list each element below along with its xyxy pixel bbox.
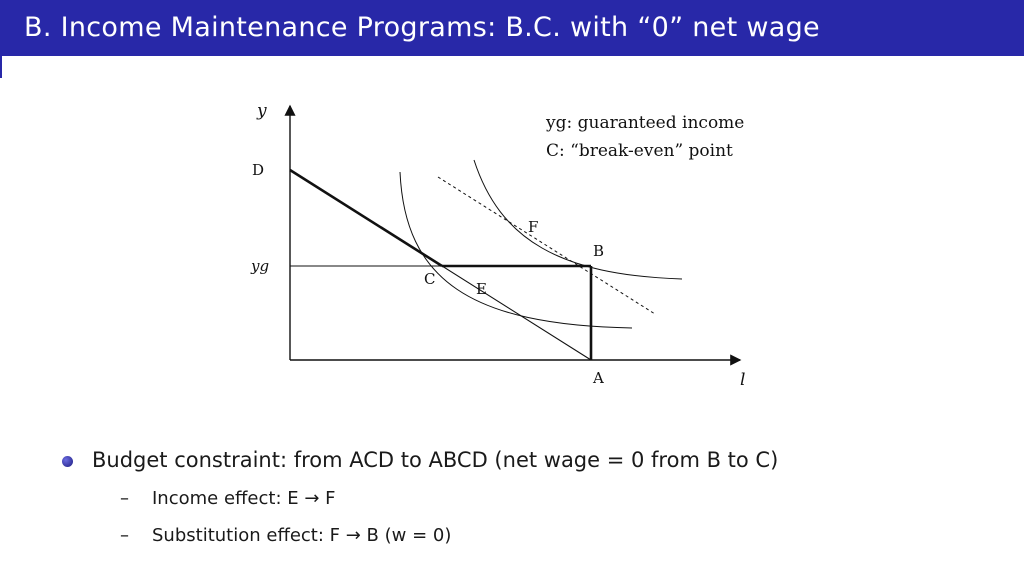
bullet-text: Budget constraint: from ACD to ABCD (net wage = 0 from B to C): [92, 448, 779, 472]
sub-bullet-text: Substitution effect: F → B (w = 0): [152, 525, 452, 546]
point-e-label: E: [476, 280, 487, 298]
slide-title: B. Income Maintenance Programs: B.C. with “0” net wage: [24, 12, 820, 43]
dash-icon: –: [120, 488, 129, 509]
x-axis-label: l: [740, 370, 746, 390]
dashed-tangent-line: [438, 177, 655, 314]
bullet-dot-icon: [62, 456, 73, 467]
legend-guaranteed-income: yg: guaranteed income: [546, 113, 745, 133]
y-axis-label: y: [257, 101, 267, 121]
budget-segment-dc: [290, 170, 442, 266]
point-d-label: D: [252, 161, 265, 179]
point-f-label: F: [528, 218, 539, 236]
point-a-label: A: [593, 369, 604, 387]
legend-break-even: C: “break-even” point: [546, 141, 733, 161]
dash-icon: –: [120, 525, 129, 546]
yg-tick-label: yg: [251, 257, 270, 275]
point-c-label: C: [424, 270, 436, 288]
sub-bullet-text: Income effect: E → F: [152, 488, 336, 509]
point-b-label: B: [593, 242, 605, 260]
